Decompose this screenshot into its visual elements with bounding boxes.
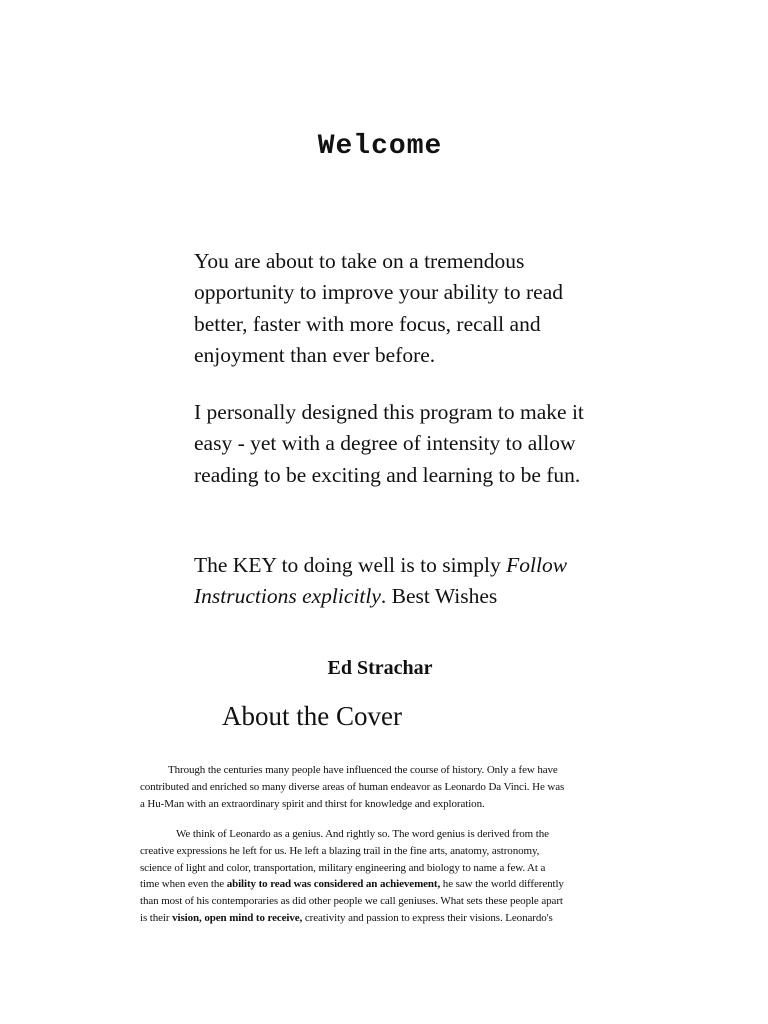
about-p2-line: We think of Leonardo as a genius. And rightly so. The word genius is derived from the [176, 828, 549, 840]
about-p2-line6-start: is their [140, 911, 173, 924]
about-cover-heading: About the Cover [222, 701, 402, 731]
vision-emphasis: vision, open mind to receive, [172, 911, 303, 924]
welcome-paragraph-3 [194, 550, 594, 613]
about-p2-line4-end: he saw the world differently [440, 878, 564, 891]
about-p2-line [140, 910, 640, 927]
about-p1-line: contributed and enriched so many diverse areas of human endeavor as Leonardo Da Vinci. He was [140, 780, 565, 793]
about-p2-line: than most of his contemporaries as did other people we call geniuses. What sets these people apart [140, 895, 563, 908]
about-paragraph-1 [140, 762, 640, 812]
about-p1-line: a Hu-Man with an extraordinary spirit and thirst for knowledge and exploration. [140, 797, 485, 810]
author-signature: Ed Strachar [327, 657, 433, 679]
key-sentence: The KEY to doing well is to simply [194, 553, 501, 577]
about-p2-line: creative expressions he left for us. He left a blazing trail in the fine arts, anatomy, astronomy, [140, 844, 540, 857]
page-title: Welcome [317, 131, 443, 162]
about-p2-line4-start: time when even the [140, 878, 227, 891]
about-p2-line: science of light and color, transportation, military engineering and biology to name a few. At a [140, 861, 546, 874]
best-wishes: . Best Wishes [380, 584, 498, 609]
about-paragraph-2 [140, 826, 640, 927]
instructions-emphasis: Follow Instructions explicitly [194, 553, 568, 609]
reading-achievement-emphasis: ability to read was considered an achievement, [226, 878, 441, 891]
about-p2-line [140, 876, 640, 893]
welcome-paragraph-1: You are about to take on a tremendous opportunity to improve your ability to read better, faster with more focus, recall and enjoyment than ever before. [194, 249, 564, 367]
welcome-paragraph-2: I personally designed this program to make it easy - yet with a degree of intensity to allow reading to be exciting and learning to be fun. [194, 400, 584, 487]
about-p2-line6-end: creativity and passion to express their visions. Leonardo's [302, 911, 553, 924]
about-p1-line: Through the centuries many people have influenced the course of history. Only a few have [168, 764, 558, 776]
